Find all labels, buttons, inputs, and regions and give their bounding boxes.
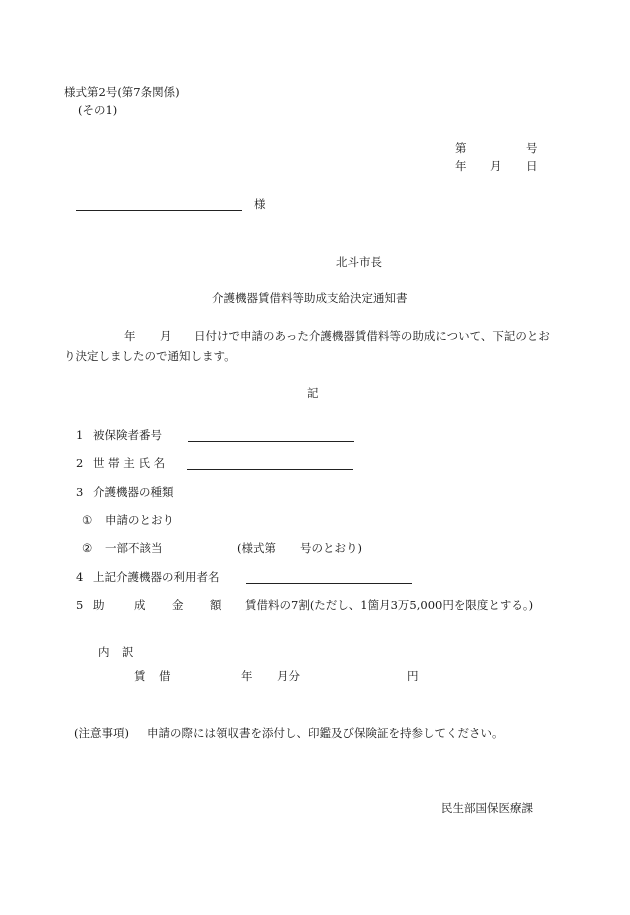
item4-value-line: [246, 583, 412, 584]
date-tsuki: 月: [490, 159, 502, 173]
opt2-note-a: (様式第: [237, 541, 276, 555]
breakdown-chin: 賃: [134, 669, 146, 683]
item1-value-line: [188, 441, 354, 442]
form-number: 様式第2号(第7条関係): [64, 85, 180, 99]
body-tsuki: 月: [160, 329, 172, 343]
item5-label-char-1: 助: [93, 598, 105, 612]
item3-label: 介護機器の種類: [93, 485, 174, 499]
item5-detail: 賃借料の7割(ただし、1箇月3万5,000円を限度とする。): [245, 598, 534, 612]
body-text-line1: 日付けで申請のあった介護機器賃借料等の助成について、下記のとお: [194, 329, 550, 343]
notes-label: (注意事項): [74, 726, 129, 740]
date-nen: 年: [455, 159, 467, 173]
opt2-note-b: 号のとおり): [300, 541, 362, 555]
breakdown-shaku: 借: [159, 669, 171, 683]
recipient-sama: 様: [254, 197, 266, 211]
item5-label-char-4: 額: [210, 598, 222, 612]
ref-go: 号: [526, 141, 538, 155]
item5-num: 5: [76, 598, 84, 612]
opt2-label: 一部不該当: [105, 541, 163, 555]
opt2-mark: ②: [82, 541, 93, 555]
notes-text: 申請の際には領収書を添付し、印鑑及び保険証を持参してください。: [147, 726, 504, 740]
body-text-line2: り決定しましたので通知します。: [64, 349, 236, 363]
item4-label: 上記介護機器の利用者名: [93, 570, 220, 584]
body-nen: 年: [124, 329, 136, 343]
item3-num: 3: [76, 485, 84, 499]
breakdown-wake: 訳: [122, 645, 134, 659]
item1-num: 1: [76, 428, 84, 442]
item2-label: 世 帯 主 氏 名: [93, 456, 166, 470]
footer-department: 民生部国保医療課: [441, 801, 533, 815]
item4-num: 4: [76, 570, 84, 584]
breakdown-tsukibun: 月分: [277, 669, 300, 683]
form-sub-number: (その1): [78, 103, 118, 117]
breakdown-nen: 年: [241, 669, 253, 683]
breakdown-en: 円: [407, 669, 419, 683]
item5-label-char-2: 成: [134, 598, 146, 612]
breakdown-uchi: 内: [98, 645, 110, 659]
document-title: 介護機器賃借料等助成支給決定通知書: [212, 291, 408, 305]
item5-label-char-3: 金: [172, 598, 184, 612]
opt1-mark: ①: [82, 513, 93, 527]
ref-dai: 第: [455, 141, 467, 155]
recipient-name-line: [76, 210, 242, 211]
ki-heading: 記: [307, 386, 319, 400]
item1-label: 被保険者番号: [93, 428, 162, 442]
issuer: 北斗市長: [336, 255, 382, 269]
item2-num: 2: [76, 456, 84, 470]
item2-value-line: [187, 469, 353, 470]
date-hi: 日: [526, 159, 538, 173]
opt1-label: 申請のとおり: [105, 513, 174, 527]
